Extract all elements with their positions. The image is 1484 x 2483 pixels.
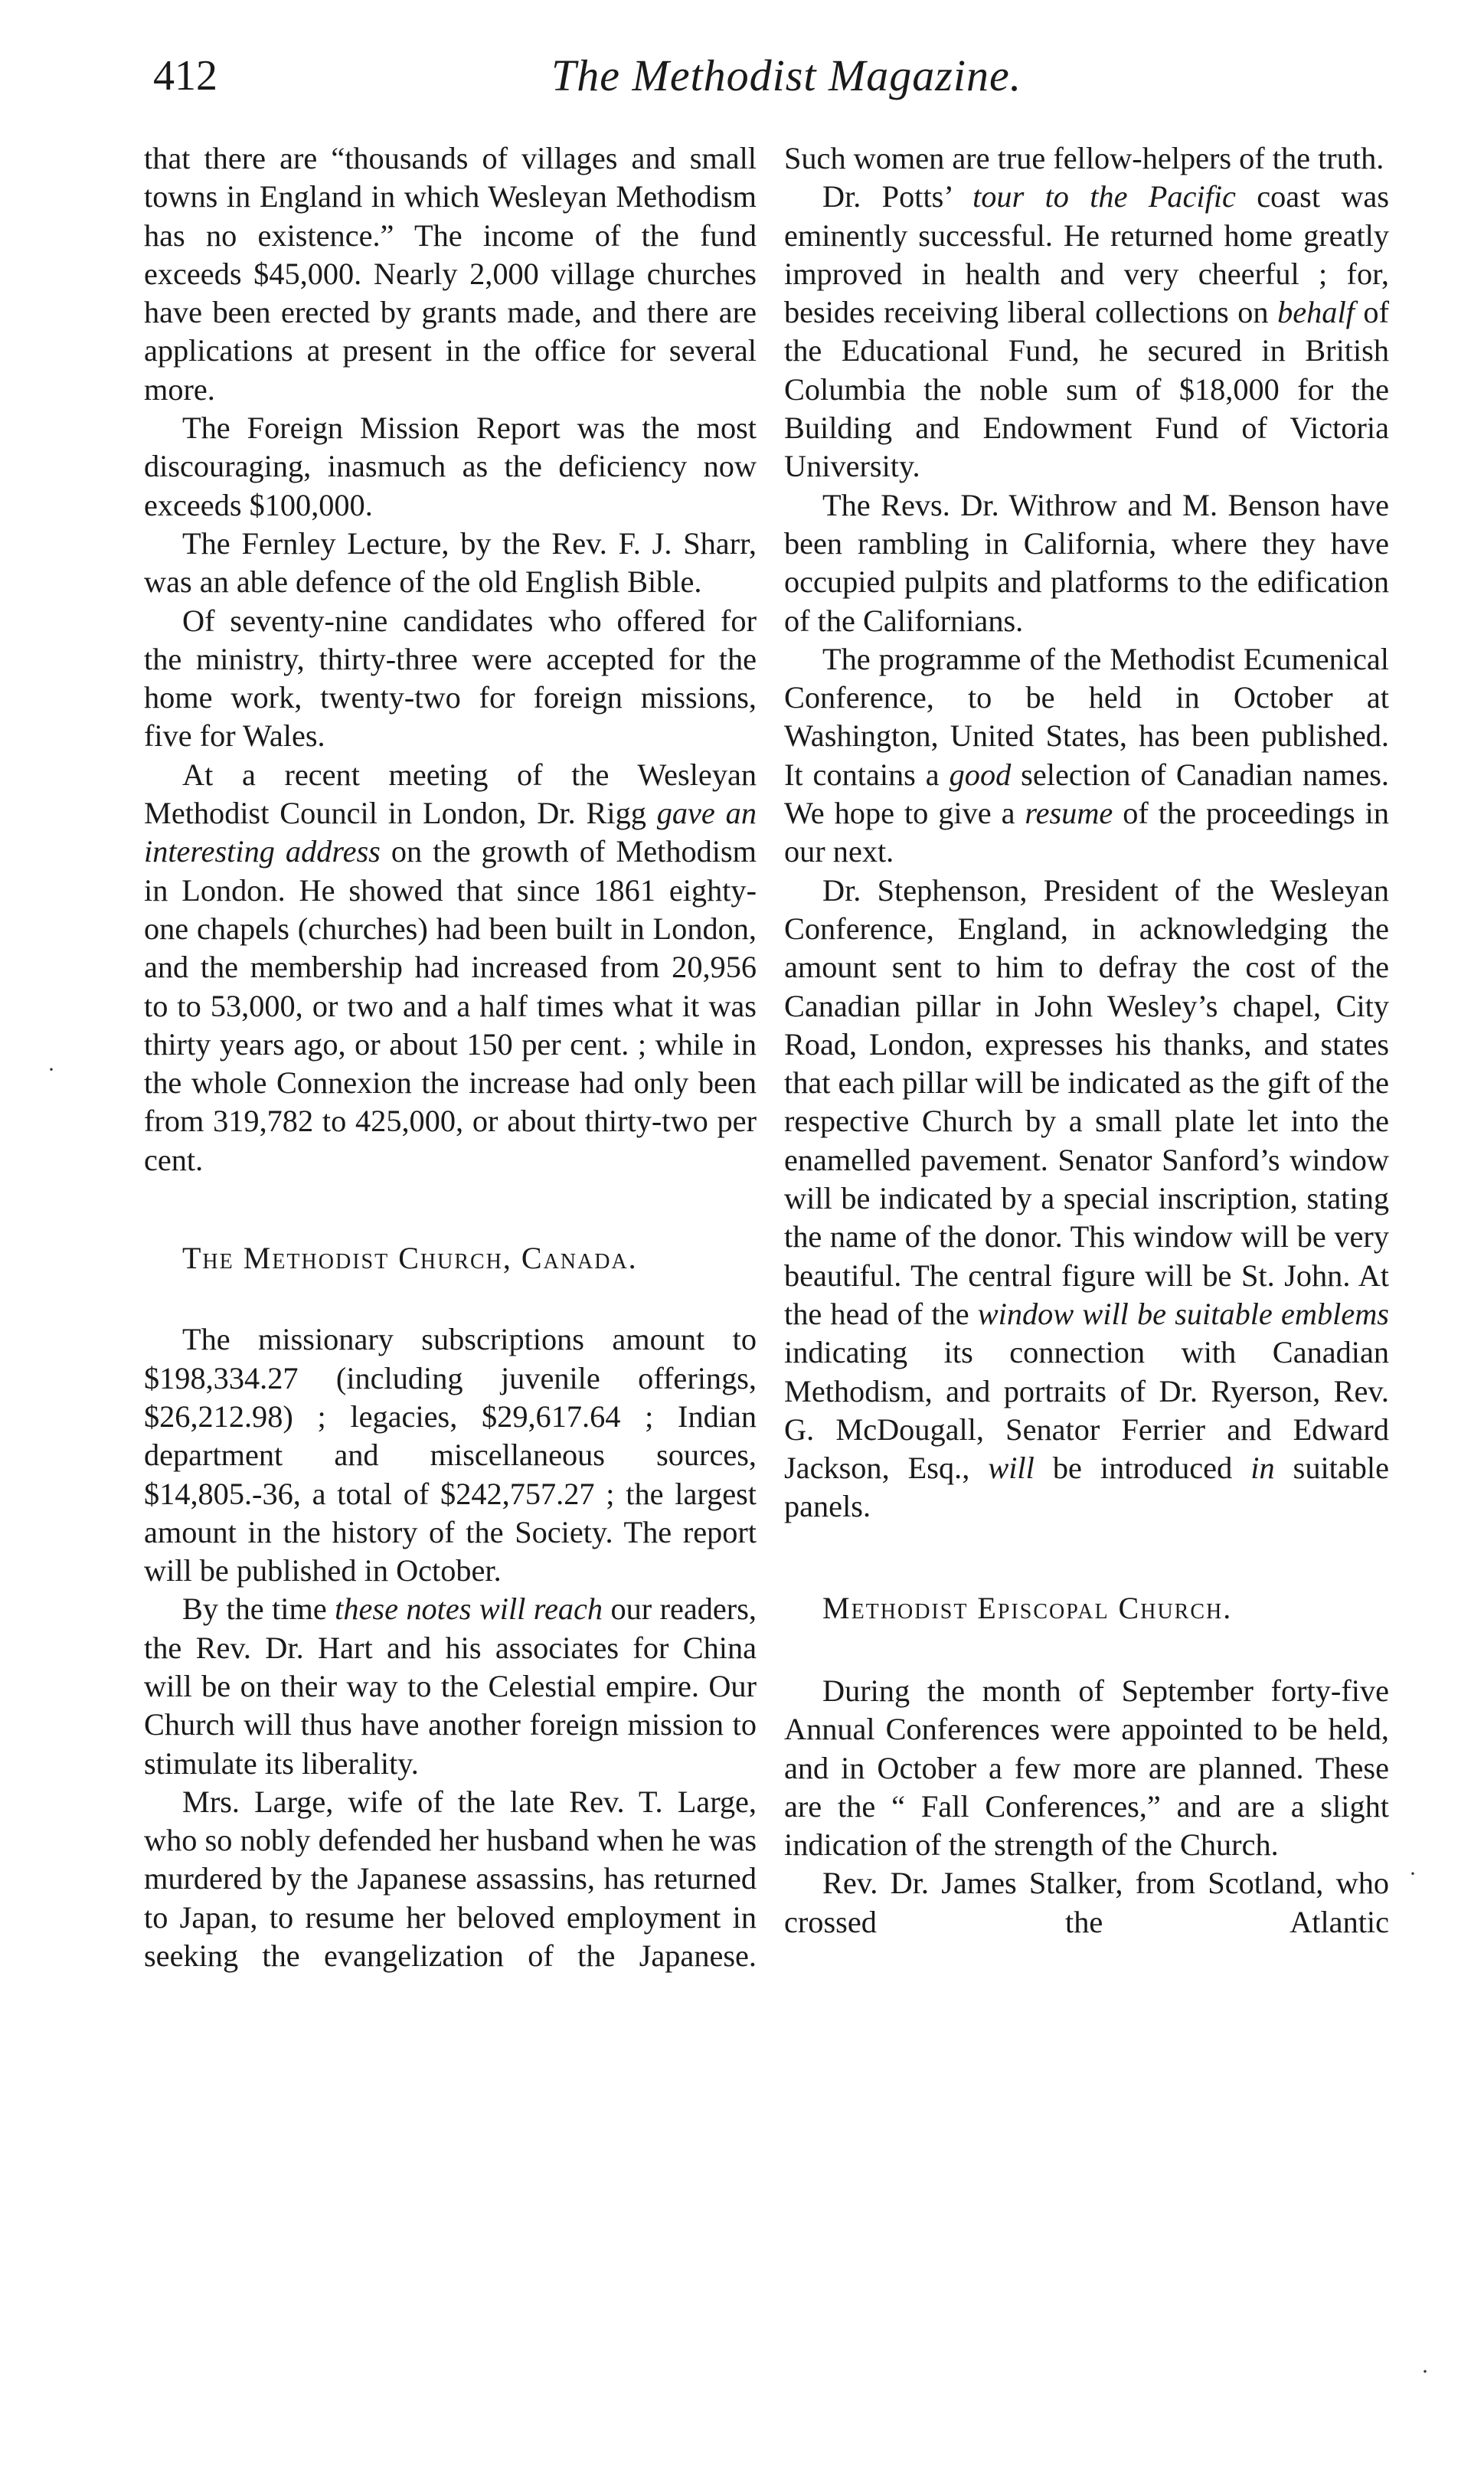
text-run: coast was eminently successful. He returned home greatly improved in health and very cheerful ; for, besides receiving liberal collections on	[784, 179, 1390, 330]
ink-speck: ·	[47, 1057, 55, 1082]
spacer	[784, 1628, 1389, 1672]
text-run: The programme of the Methodist Ecumenical Conference, to be held in October at Washington, United States, has been published. It contains a	[784, 641, 1389, 792]
paragraph: The Revs. Dr. Withrow and M. Benson have been rambling in California, where they have occupied pulpits and platforms to the edification of the Californians.	[784, 487, 1389, 638]
text-run: Dr. Stephenson, President of the Wesleyan Conference, England, in acknowledging the amount sent to him to defray the cost of the Canadian pillar in John Wesley’s chapel, City Road, London, expresses his thanks, and states that each pillar will be indicated as the gift of the respective Church by a small plate let into the enamelled pavement. Senator Sanford’s window will be indicated by a special inscription, stating the name of the donor. This window will be very beautiful. The central figure will be St. John. At the head of the	[784, 872, 1389, 1331]
paragraph: Such women are true fellow-helpers of the truth.	[784, 141, 1384, 175]
text-run: Dr. Potts’	[822, 179, 973, 214]
text-run: selection of Canadian names. We hope to give a	[784, 757, 1390, 831]
italic-run: resume	[1025, 796, 1113, 831]
spacer	[144, 1277, 757, 1320]
paragraph	[784, 640, 1389, 872]
italic-run: behalf	[1277, 295, 1355, 330]
paragraph: The Foreign Mission Report was the most discouraging, inasmuch as the deficiency now exceeds $100,000.	[144, 411, 757, 522]
paragraph	[144, 756, 757, 1179]
text-run: At a recent meeting of the Wesleyan Methodist Council in London, Dr. Rigg	[144, 757, 757, 831]
paragraph	[784, 178, 1389, 486]
paragraph: that there are “thousands of villages and small towns in England in which Wesleyan Methodism has no existence.” The income of the fund exceeds $45,000. Nearly 2,000 village churches have been erected by grants made, and there are applications at present in the office for several more.	[144, 141, 757, 407]
italic-run: window will be suitable emblems	[977, 1296, 1389, 1331]
text-run: of the Educational Fund, he secured in British Columbia the noble sum of $18,000 for the Building and Endowment Fund of Victoria University.	[784, 295, 1389, 484]
italic-run: good	[949, 757, 1012, 792]
section-heading-episcopal: Methodist Episcopal Church.	[822, 1590, 1233, 1625]
paragraph: Mrs. Large, wife of the late Rev. T. Large, who so nobly defended her husband when he was murdered by the Japanese assassins, has returned to Japan, to resume her beloved employment in seeking the evangelization of the Japanese.	[144, 1784, 757, 1974]
spacer	[144, 1179, 757, 1239]
text-run: on the growth of Methodism in London. He showed that since 1861 eighty-one chapels (churches) had been built in London, and the membership had increased from 20,956 to to 53,000, or two and a half times what it was thirty years ago, or about 150 per cent. ; while in the whole Connexion the increase had only been from 319,782 to 425,000, or about thirty-two per cent.	[144, 834, 757, 1177]
paragraph	[144, 1590, 757, 1782]
text-run: By the time	[182, 1592, 335, 1627]
ink-speck: ·	[1421, 2359, 1429, 2384]
paragraph: The Fernley Lecture, by the Rev. F. J. Sharr, was an able defence of the old English Bible.	[144, 525, 757, 600]
text-run: be introduced	[1034, 1451, 1251, 1486]
text-run: indicating its connection with Canadian Methodism, and portraits of Dr. Ryerson, Rev. G. McDougall, Senator Ferrier and Edward Jackson, Esq.,	[784, 1335, 1389, 1486]
spacer	[784, 1526, 1389, 1589]
text-run: suitable panels.	[784, 1451, 1389, 1524]
text-run: our readers, the Rev. Dr. Hart and his associates for China will be on their way to the Celestial empire. Our Church will thus have another foreign mission to stimulate its liberality.	[144, 1592, 757, 1781]
page-number: 412	[153, 52, 217, 100]
page-header	[145, 41, 1371, 110]
italic-run: these notes will reach	[335, 1592, 603, 1627]
running-title: The Methodist Magazine.	[551, 51, 1022, 100]
paragraph: Rev. Dr. James Stalker, from Scotland, who crossed the Atlantic	[784, 1866, 1389, 1939]
paragraph	[784, 872, 1389, 1526]
italic-run: in	[1250, 1451, 1275, 1486]
italic-run: gave an interesting address	[144, 796, 757, 869]
paragraph: Of seventy-nine candidates who offered for the ministry, thirty-three were accepted for the home work, twenty-two for foreign missions, five for Wales.	[144, 603, 757, 754]
left-column	[144, 139, 757, 1975]
italic-run: tour to the Pacific	[972, 179, 1236, 214]
section-heading-canada: The Methodist Church, Canada.	[182, 1241, 638, 1276]
italic-run: will	[988, 1451, 1035, 1486]
right-column	[784, 139, 1389, 1942]
paragraph: The missionary subscriptions amount to $198,334.27 (including juvenile offerings, $26,212.98) ; legacies, $29,617.64 ; Indian department and miscellaneous sources, $14,805.-36, a total of $242,757.27 ; the largest amount in the history of the Society. The report will be published in October.	[144, 1322, 757, 1588]
paragraph: During the month of September forty-five Annual Conferences were appointed to be held, and in October a few more are planned. These are the “ Fall Conferences,” and are a slight indication of the strength of the Church.	[784, 1673, 1389, 1863]
ink-speck: ·	[1409, 1861, 1417, 1886]
text-run: of the proceedings in our next.	[784, 796, 1389, 869]
